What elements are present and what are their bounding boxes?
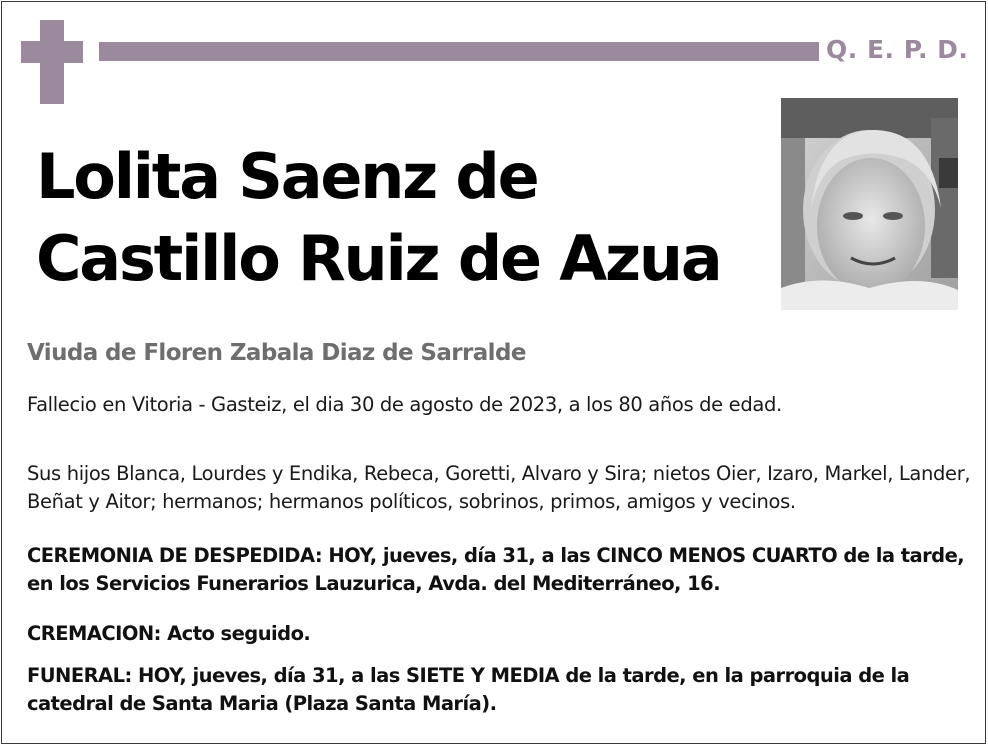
deceased-name-line2: Castillo Ruiz de Azua bbox=[36, 222, 721, 295]
ceremony-details: CEREMONIA DE DESPEDIDA: HOY, jueves, día 31, a las CINCO MENOS CUARTO de la tarde, en los Servicios Funerarios Lauzurica, Avda. del Mediterráneo, 16. bbox=[27, 544, 965, 595]
obituary-notice bbox=[1, 1, 986, 744]
deceased-photo bbox=[781, 98, 958, 310]
deceased-name-line1: Lolita Saenz de bbox=[36, 140, 538, 213]
portrait-image bbox=[781, 98, 958, 310]
widow-of-subtitle: Viuda de Floren Zabala Diaz de Sarralde bbox=[27, 340, 526, 366]
funeral-details: FUNERAL: HOY, jueves, día 31, a las SIETE Y MEDIA de la tarde, en la parroquia de la catedral de Santa Maria (Plaza Santa María). bbox=[27, 664, 910, 715]
qepd-label: Q. E. P. D. bbox=[826, 35, 969, 64]
cremation-details: CREMACION: Acto seguido. bbox=[27, 622, 311, 645]
death-details: Fallecio en Vitoria - Gasteiz, el dia 30 de agosto de 2023, a los 80 años de edad. bbox=[27, 393, 782, 416]
cross-icon-horizontal bbox=[21, 41, 83, 63]
family-list: Sus hijos Blanca, Lourdes y Endika, Rebeca, Goretti, Alvaro y Sira; nietos Oier, Izaro, Markel, Lander, Beñat y Aitor; hermanos; hermanos políticos, sobrinos, primos, amigos y vecinos. bbox=[27, 462, 971, 513]
header-divider-bar bbox=[99, 42, 819, 61]
deceased-name bbox=[36, 136, 766, 300]
